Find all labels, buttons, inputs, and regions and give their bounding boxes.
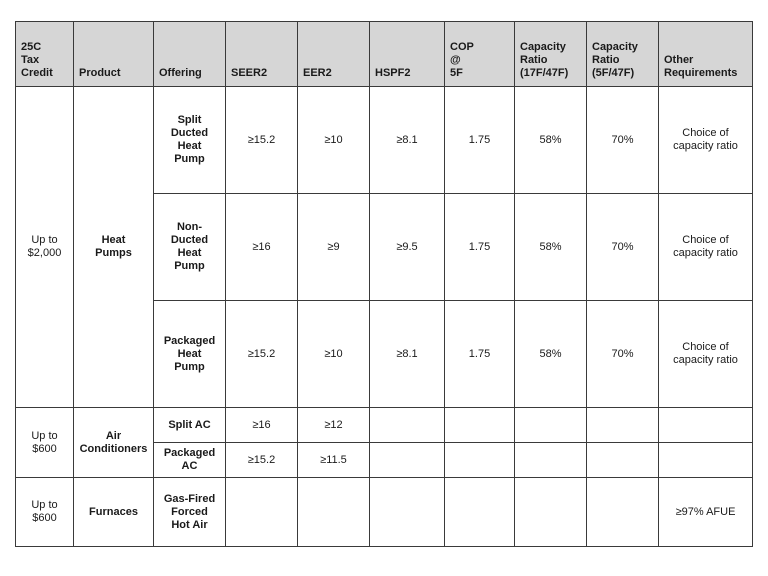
cap17-cell: 58%	[515, 87, 587, 194]
product-cell	[74, 87, 154, 408]
header-other-line: Requirements	[664, 67, 738, 79]
hspf2-cell: ≥9.5	[370, 194, 445, 301]
other-cell	[659, 301, 753, 408]
offering-line: Heat	[177, 247, 202, 259]
cap5-cell	[587, 478, 659, 547]
offering-line: Pump	[174, 153, 205, 165]
credit-line: $2,000	[27, 247, 62, 259]
offering-line: Packaged	[163, 334, 216, 347]
offering-line: Hot Air	[171, 518, 208, 531]
offering-line: Split	[177, 114, 202, 126]
product-line: Conditioners	[79, 442, 148, 455]
cap5-cell: 70%	[587, 301, 659, 408]
eer2-cell: ≥9	[298, 194, 370, 301]
header-cop-line: 5F	[450, 67, 463, 79]
offering-line: Packaged	[163, 447, 216, 459]
cop-cell	[445, 408, 515, 443]
offering-cell	[154, 408, 226, 443]
seer2-cell	[226, 478, 298, 547]
cap17-cell: 58%	[515, 301, 587, 408]
cap5-cell	[587, 408, 659, 443]
other-cell	[659, 443, 753, 478]
offering-line: Gas-Fired	[163, 492, 216, 505]
cop-cell: 1.75	[445, 194, 515, 301]
credit-line: Up to	[31, 234, 58, 246]
other-line: Choice of	[682, 127, 729, 139]
cap5-cell: 70%	[587, 194, 659, 301]
product-line: Heat	[101, 234, 126, 246]
header-other-requirements	[659, 22, 753, 87]
header-capacity-5f	[587, 22, 659, 87]
header-cop-line: @	[450, 54, 461, 66]
credit-line: Up to	[31, 429, 58, 442]
product-cell	[74, 408, 154, 478]
header-cop-line: COP	[450, 41, 474, 53]
credit-cell	[16, 87, 74, 408]
table-row	[16, 408, 753, 443]
hspf2-cell	[370, 478, 445, 547]
product-line: Air	[105, 429, 122, 442]
offering-cell	[154, 301, 226, 408]
header-offering: Offering	[154, 22, 226, 87]
other-cell	[659, 194, 753, 301]
header-tax-credit-line: Tax	[21, 54, 40, 66]
other-line: capacity ratio	[673, 354, 738, 366]
credit-line: $600	[32, 442, 57, 455]
hspf2-cell	[370, 408, 445, 443]
tax-credit-table	[15, 21, 753, 547]
other-cell	[659, 408, 753, 443]
cop-cell: 1.75	[445, 301, 515, 408]
offering-line: Heat	[177, 347, 202, 360]
offering-cell	[154, 443, 226, 478]
credit-line: $600	[32, 512, 57, 524]
eer2-cell: ≥10	[298, 301, 370, 408]
table-row	[16, 87, 753, 194]
offering-cell	[154, 87, 226, 194]
offering-line: Pump	[174, 360, 205, 373]
header-tax-credit-line: Credit	[21, 67, 53, 79]
header-cap5-line: (5F/47F)	[592, 67, 635, 79]
eer2-cell	[298, 478, 370, 547]
eer2-cell: ≥11.5	[298, 443, 370, 478]
seer2-cell: ≥16	[226, 408, 298, 443]
offering-line: AC	[181, 460, 198, 472]
other-cell	[659, 87, 753, 194]
other-line: capacity ratio	[673, 247, 738, 259]
offering-line: Ducted	[170, 234, 209, 246]
offering-line: Forced	[171, 505, 208, 518]
header-cap5-line: Ratio	[592, 54, 620, 66]
cop-cell	[445, 443, 515, 478]
other-cell	[659, 478, 753, 547]
other-line: ≥97% AFUE	[675, 505, 736, 518]
product-line: Furnaces	[89, 505, 138, 518]
cap5-cell	[587, 443, 659, 478]
cap17-cell	[515, 408, 587, 443]
header-hspf2: HSPF2	[370, 22, 445, 87]
credit-line: Up to	[31, 499, 58, 511]
header-cop	[445, 22, 515, 87]
seer2-cell: ≥15.2	[226, 87, 298, 194]
eer2-cell: ≥10	[298, 87, 370, 194]
cap17-cell	[515, 443, 587, 478]
offering-cell	[154, 194, 226, 301]
header-cap17-line: Ratio	[520, 54, 548, 66]
offering-line: Non-	[176, 221, 203, 233]
header-row	[16, 22, 753, 87]
offering-line: Pump	[174, 260, 205, 272]
header-capacity-17f	[515, 22, 587, 87]
eer2-cell: ≥12	[298, 408, 370, 443]
product-line: Pumps	[95, 247, 132, 259]
cop-cell: 1.75	[445, 87, 515, 194]
hspf2-cell: ≥8.1	[370, 301, 445, 408]
header-seer2: SEER2	[226, 22, 298, 87]
hspf2-cell: ≥8.1	[370, 87, 445, 194]
offering-line: Heat	[177, 140, 202, 152]
cap17-cell	[515, 478, 587, 547]
seer2-cell: ≥15.2	[226, 443, 298, 478]
cap17-cell: 58%	[515, 194, 587, 301]
cop-cell	[445, 478, 515, 547]
header-product: Product	[74, 22, 154, 87]
offering-cell	[154, 478, 226, 547]
other-line: Choice of	[682, 341, 729, 353]
other-line: capacity ratio	[673, 140, 738, 152]
header-other-line: Other	[664, 54, 694, 66]
header-tax-credit	[16, 22, 74, 87]
table-row	[16, 478, 753, 547]
credit-cell	[16, 478, 74, 547]
seer2-cell: ≥15.2	[226, 301, 298, 408]
seer2-cell: ≥16	[226, 194, 298, 301]
cap5-cell: 70%	[587, 87, 659, 194]
header-tax-credit-line: 25C	[21, 41, 42, 53]
header-cap5-line: Capacity	[592, 41, 638, 53]
product-cell	[74, 478, 154, 547]
header-eer2: EER2	[298, 22, 370, 87]
other-line: Choice of	[682, 234, 729, 246]
offering-line: Split AC	[168, 418, 211, 431]
header-cap17-line: (17F/47F)	[520, 67, 569, 79]
hspf2-cell	[370, 443, 445, 478]
credit-cell	[16, 408, 74, 478]
header-cap17-line: Capacity	[520, 41, 566, 53]
offering-line: Ducted	[170, 127, 209, 139]
